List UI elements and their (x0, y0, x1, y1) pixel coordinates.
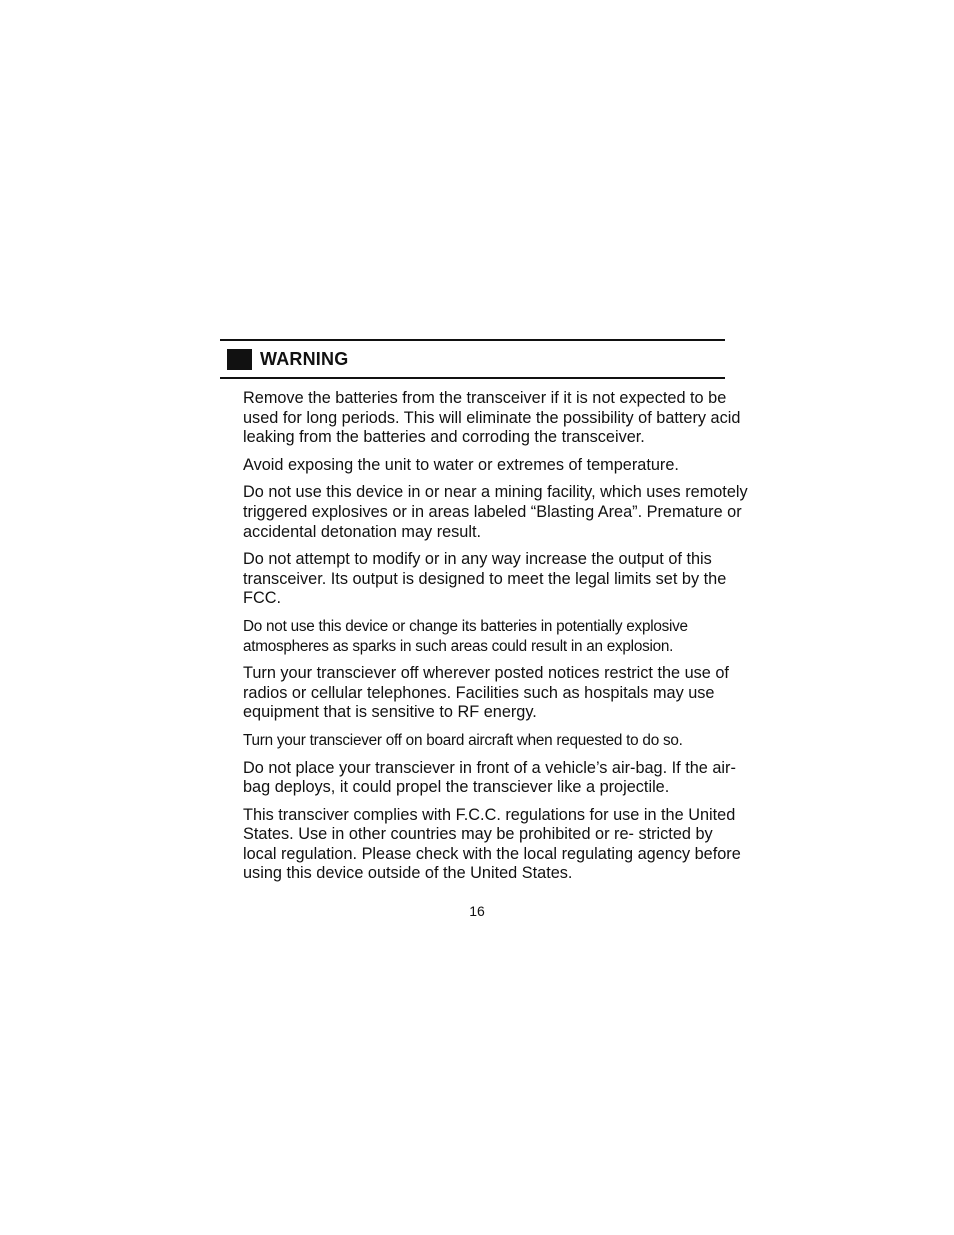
paragraph-fcc-compliance: This transciver complies with F.C.C. regulations for use in the United States. Use in other countries may be prohibited or re- stricted by local regulation. Please check with the local regulating agency before using this device outside of the United States. (243, 805, 741, 883)
paragraph-explosive-atmospheres: Do not use this device or change its batteries in potentially explosive atmospheres as sparks in such areas could result in an explosion. (243, 617, 688, 655)
paragraph-aircraft: Turn your transciever off on board aircraft when requested to do so. (243, 731, 683, 749)
page-number: 16 (469, 903, 485, 919)
paragraph-avoid-water: Avoid exposing the unit to water or extremes of temperature. (243, 455, 679, 474)
warning-header (220, 339, 725, 379)
paragraph-mining-facility: Do not use this device in or near a mining facility, which uses remotely triggered explosives or in areas labeled “Blasting Area”. Premature or accidental detonation may result. (243, 483, 748, 541)
warning-text-body (243, 389, 748, 892)
paragraph-do-not-modify: Do not attempt to modify or in any way increase the output of this transceiver. Its output is designed to meet the legal limits set by the FCC. (243, 550, 727, 608)
warning-square-icon (227, 349, 252, 370)
paragraph-air-bag: Do not place your transciever in front of a vehicle’s air-bag. If the air-bag deploys, it could propel the transciever like a projectile. (243, 758, 736, 797)
warning-title: WARNING (260, 349, 349, 369)
paragraph-remove-batteries: Remove the batteries from the transceiver if it is not expected to be used for long periods. This will eliminate the possibility of battery acid leaking from the batteries and corroding the transceiver. (243, 389, 741, 447)
paragraph-posted-notices: Turn your transciever off wherever posted notices restrict the use of radios or cellular telephones. Facilities such as hospitals may use equipment that is sensitive to RF energy. (243, 664, 729, 722)
